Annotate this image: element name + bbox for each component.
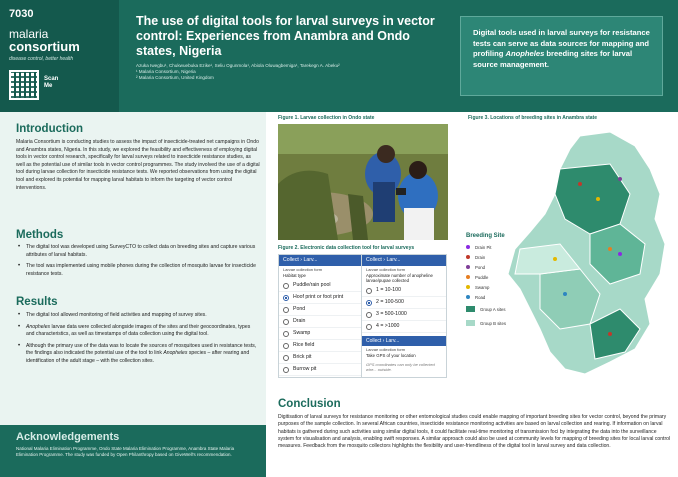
- legend-group-label: Group B sites: [480, 320, 507, 326]
- site-marker: [596, 197, 600, 201]
- radio-option-label: Hoof print or foot print: [293, 294, 344, 301]
- radio-option-label: Swamp: [293, 330, 311, 337]
- results-bullet: • Anopheles larvae data were collected alongside images of the sites and their geocoordinates, types and characteristics, as well as timestamps of data collection using the digital tool.: [16, 324, 260, 339]
- qr-code-icon[interactable]: [9, 70, 39, 100]
- radio-option-label: Pond: [293, 306, 306, 313]
- radio-option-label: Burrow pit: [293, 366, 317, 373]
- habitat-options: [279, 280, 363, 376]
- legend-item: [466, 274, 506, 280]
- conclusion-text: Digitisation of larval surveys for resistance monitoring or other entomological studies could enable mapping of important breeding sites for vector control, beyond the primary purposes of the sample collection. In several African countries, insecticide resistance monitoring activities are based on larval collection and rearing. If information on larval habitats is gathered during such activities using similar digital tools, it could facilitate real-time monitoring of transmission foci by integrating the data into the surveillance system for visualisation and analysis, enabling swift responses. A similar approach could also be used at community levels for mapping of breeding sites for local larval control measures. Feedback from the mosquito collectors highlights the flexibility and user-friendliness of the digital tool in larval survey and data collection.: [278, 414, 671, 450]
- legend-dot-icon: [466, 275, 470, 279]
- site-marker: [618, 177, 622, 181]
- legend-groups: [466, 306, 506, 326]
- phone-screen-habitat: [278, 254, 364, 378]
- logo-line2: consortium: [9, 39, 80, 54]
- acknowledgements-heading: Acknowledgements: [16, 431, 120, 443]
- legend-dot-icon: [466, 245, 470, 249]
- radio-option-label: Drain: [293, 318, 306, 325]
- logo-tagline: disease control, better health: [9, 56, 74, 62]
- map-legend: [466, 233, 506, 334]
- radio-option[interactable]: [362, 321, 446, 333]
- radio-option[interactable]: [279, 292, 363, 304]
- radio-option-label: Rice field: [293, 342, 315, 349]
- form-title-bar[interactable]: Collect › Larv...: [362, 255, 446, 266]
- figure3-caption: Figure 3. Locations of breeding sites in Anambra state: [468, 115, 598, 121]
- legend-item: [466, 254, 506, 260]
- author-list: [136, 63, 436, 81]
- site-marker: [608, 247, 612, 251]
- legend-group: [466, 306, 506, 312]
- scan-me-label: Scan Me: [44, 76, 59, 89]
- introduction-heading: Introduction: [16, 123, 84, 135]
- radio-option-label: 3 = 500-1000: [376, 311, 407, 318]
- legend-label: Drain Pit: [475, 244, 492, 250]
- results-list: [16, 312, 260, 370]
- methods-heading: Methods: [16, 229, 64, 241]
- legend-item: [466, 264, 506, 270]
- radio-option-label: 4 = >1000: [376, 323, 400, 330]
- gps-note: GPS coordinates can only be collected whe... outside.: [366, 361, 435, 372]
- authors-text: Azuka Iwegbu¹, Chukwuebuka Ezike¹, Seliu Ogunmola¹, Abiola Oluwagbemiga¹, Tarekegn A. Abeku²: [136, 63, 340, 68]
- radio-button-icon[interactable]: [366, 312, 372, 318]
- legend-swatch-icon: [466, 306, 475, 312]
- results-heading: Results: [16, 296, 58, 308]
- poster-title: The use of digital tools for larval surveys in vector control: Experiences from Anambra and Ondo states, Nigeria: [136, 14, 435, 58]
- figure2-caption: Figure 2. Electronic data collection tool for larval surveys: [278, 245, 415, 251]
- results-bullet: • Although the primary use of the data was to locate the sources of mosquitoes used in resistance tests, the findings also indicated the potential use of the tool to link Anopheles species – after rearing and identification of the adult stage – with the collection sites.: [16, 343, 260, 366]
- radio-option-label: Brick pit: [293, 354, 312, 361]
- radio-option[interactable]: [279, 364, 363, 376]
- legend-heading: Breeding Site: [466, 233, 505, 239]
- radio-option-label: 2 = 100-500: [376, 299, 404, 306]
- malaria-consortium-logo: [9, 28, 109, 62]
- radio-option[interactable]: [279, 340, 363, 352]
- results-bullet: • The digital tool allowed monitoring of field activities and mapping of survey sites.: [16, 312, 260, 320]
- radio-option[interactable]: [279, 280, 363, 292]
- legend-item: [466, 294, 506, 300]
- poster-number: 7030: [9, 8, 34, 20]
- legend-dot-icon: [466, 265, 470, 269]
- form-question: Approximate number of anopheline larvae/pupae collected: [366, 273, 433, 284]
- legend-label: Puddle: [475, 274, 489, 280]
- gps-form-hint: Larvae collection form: [366, 347, 406, 353]
- radio-button-icon[interactable]: [283, 343, 289, 349]
- methods-bullet: • The tool was implemented using mobile phones during the collection of mosquito larvae for insecticide resistance tests.: [16, 263, 260, 278]
- legend-label: Swamp: [475, 284, 490, 290]
- form-hint: Larvae collection form: [366, 267, 406, 272]
- radio-button-icon[interactable]: [283, 355, 289, 361]
- legend-group-label: Group A sites: [480, 306, 506, 312]
- legend-dot-icon: [466, 285, 470, 289]
- legend-item: [466, 284, 506, 290]
- radio-button-icon[interactable]: [283, 367, 289, 373]
- legend-dot-icon: [466, 255, 470, 259]
- legend-swatch-icon: [466, 320, 475, 326]
- figure1-caption: Figure 1. Larvae collection in Ondo state: [278, 115, 375, 121]
- affiliation-2: ² Malaria Consortium, United Kingdom: [136, 75, 214, 80]
- site-marker: [553, 257, 557, 261]
- conclusion-heading: Conclusion: [278, 398, 341, 410]
- legend-dot-icon: [466, 295, 470, 299]
- gps-form-title-bar[interactable]: Collect › Larv...: [362, 336, 446, 346]
- radio-button-icon[interactable]: [366, 324, 372, 330]
- radio-option[interactable]: [279, 316, 363, 328]
- count-options: [362, 285, 446, 333]
- affiliation-1: ¹ Malaria Consortium, Nigeria: [136, 69, 196, 74]
- photo-illustration: [278, 124, 448, 240]
- legend-label: Drain: [475, 254, 486, 260]
- acknowledgements-text: National Malaria Elimination Programme, Ondo State Malaria Elimination Programme, Anambra State Malaria Elimination Programme. The study was funded by Open Philanthropy based on GiveWell's recommendation.: [16, 446, 235, 457]
- form-hint: Larvae collection form: [283, 267, 323, 272]
- radio-option[interactable]: [279, 328, 363, 340]
- radio-option-label: Puddle/rain pool: [293, 282, 331, 289]
- form-question: Habitat type: [283, 273, 306, 278]
- radio-button-icon[interactable]: [283, 319, 289, 325]
- radio-option[interactable]: [279, 304, 363, 316]
- radio-button-icon[interactable]: [366, 300, 372, 306]
- site-marker: [608, 332, 612, 336]
- methods-list: [16, 244, 260, 282]
- legend-item: [466, 244, 506, 250]
- radio-button-icon[interactable]: [283, 331, 289, 337]
- key-message-callout: Digital tools used in larval surveys for resistance tests can serve as data sources for mapping and profiling Anopheles breeding sites for larval source management.: [460, 16, 663, 96]
- legend-label: Pond: [475, 264, 486, 270]
- introduction-text: Malaria Consortium is conducting studies to assess the impact of insecticide-treated net campaigns in Ondo and Anambra states, Nigeria. In this study, we explored the feasibility and effectiveness of employing digital tools in vector control research, specifically for larval surveys related to insecticide resistance studies, as well as the potential use of similar tools in vector control programmes. The study involved the use of a digital tool during larvae collection for insecticide resistance tests. We reported observations from using the digital tool and explored its potential for mapping larval habitats to inform the targeting of vector control interventions.: [16, 139, 260, 191]
- radio-button-icon[interactable]: [283, 295, 289, 301]
- legend-items: [466, 244, 506, 300]
- methods-bullet: • The digital tool was developed using SurveyCTO to collect data on breeding sites and capture various attributes of larval habitats.: [16, 244, 260, 259]
- radio-button-icon[interactable]: [283, 307, 289, 313]
- site-marker: [578, 182, 582, 186]
- legend-group: [466, 320, 506, 326]
- form-title-bar[interactable]: Collect › Larv...: [279, 255, 363, 266]
- logo-line1: malaria: [9, 27, 49, 41]
- phone-screen-larvae-count: [361, 254, 447, 378]
- gps-question: Take GPS of your location: [366, 353, 416, 359]
- radio-option[interactable]: [362, 285, 446, 297]
- radio-option[interactable]: [362, 297, 446, 309]
- site-marker: [563, 292, 567, 296]
- radio-button-icon[interactable]: [366, 288, 372, 294]
- radio-button-icon[interactable]: [283, 283, 289, 289]
- radio-option-label: 1 = 10-100: [376, 287, 401, 294]
- site-marker: [618, 252, 622, 256]
- radio-option[interactable]: [279, 352, 363, 364]
- legend-label: Road: [475, 294, 486, 300]
- radio-option[interactable]: [362, 309, 446, 321]
- larvae-collection-photo: [278, 124, 448, 240]
